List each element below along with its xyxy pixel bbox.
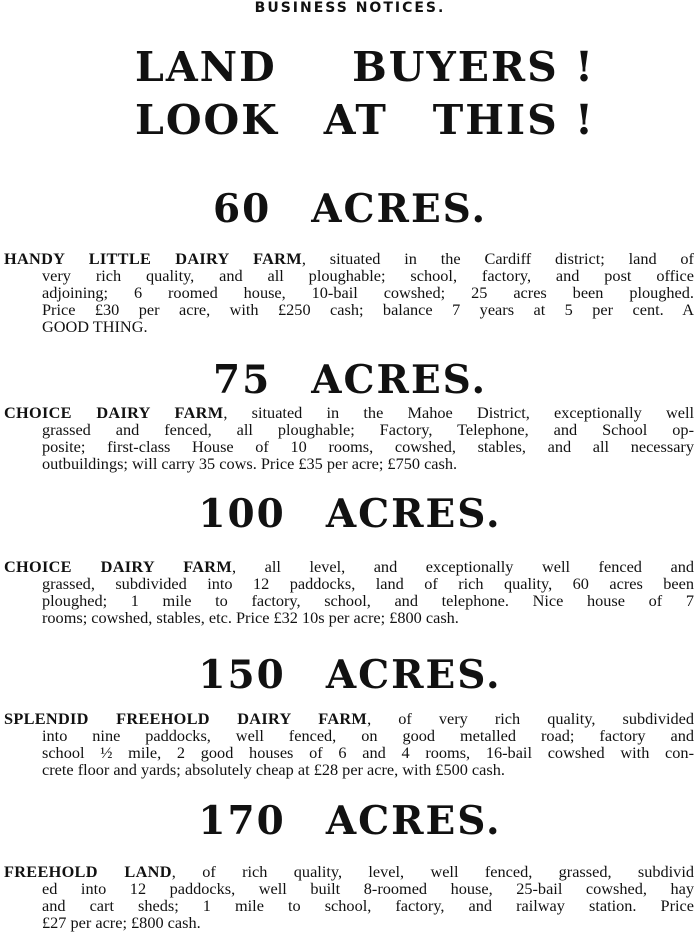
acres-number: 60 bbox=[212, 186, 272, 232]
acres-word: ACRES. bbox=[325, 652, 502, 698]
headline-word: LOOK bbox=[135, 96, 279, 144]
headline-word: THIS ! bbox=[432, 96, 595, 144]
listing-line: CHOICE DAIRY FARM, situated in the Mahoe District, exceptionally well bbox=[4, 403, 695, 422]
acres-number: 150 bbox=[198, 652, 286, 698]
acres-word: ACRES. bbox=[325, 798, 502, 844]
headline-word: LAND bbox=[135, 43, 277, 91]
listing-line: ploughed; 1 mile to factory, school, and telephone. Nice house of 7 bbox=[42, 591, 694, 610]
listing-line: SPLENDID FREEHOLD DAIRY FARM, of very rich quality, subdivided bbox=[4, 709, 694, 728]
acres-number: 75 bbox=[212, 357, 272, 403]
listing-description-60 bbox=[4, 250, 694, 335]
acres-word: ACRES. bbox=[311, 357, 488, 403]
section-header: BUSINESS NOTICES. bbox=[254, 0, 446, 16]
listing-line: CHOICE DAIRY FARM, all level, and exceptionally well fenced and bbox=[4, 557, 694, 576]
acres-heading-60 bbox=[0, 186, 700, 232]
listing-line: crete floor and yards; absolutely cheap at £28 per acre, with £500 cash. bbox=[42, 760, 505, 779]
acres-heading-170 bbox=[0, 798, 700, 844]
acres-word: ACRES. bbox=[325, 491, 502, 537]
listing-description-75 bbox=[4, 404, 694, 472]
listing-line: into nine paddocks, well fenced, on good metalled road; factory and bbox=[42, 726, 694, 745]
listing-lead-in: HANDY LITTLE DAIRY FARM bbox=[4, 249, 302, 268]
headline-line-1 bbox=[135, 42, 595, 92]
listing-line: very rich quality, and all ploughable; school, factory, and post office bbox=[42, 266, 694, 285]
listing-line: and cart sheds; 1 mile to school, factory, and railway station. Price bbox=[42, 896, 694, 915]
acres-heading-150 bbox=[0, 652, 700, 698]
listing-line: rooms; cowshed, stables, etc. Price £32 10s per acre; £800 cash. bbox=[42, 608, 459, 627]
headline-word: BUYERS ! bbox=[352, 43, 595, 91]
listing-line: school ½ mile, 2 good houses of 6 and 4 rooms, 16-bail cowshed with con- bbox=[42, 743, 694, 762]
acres-number: 170 bbox=[198, 798, 286, 844]
headline-word: AT bbox=[323, 96, 388, 144]
listing-line: ed into 12 paddocks, well built 8-roomed house, 25-bail cowshed, hay bbox=[42, 879, 694, 898]
listing-line: HANDY LITTLE DAIRY FARM, situated in the Cardiff district; land of bbox=[4, 249, 694, 268]
listing-line: £27 per acre; £800 cash. bbox=[42, 913, 201, 932]
listing-lead-in: SPLENDID FREEHOLD DAIRY FARM bbox=[4, 709, 368, 728]
acres-heading-75 bbox=[0, 357, 700, 403]
acres-word: ACRES. bbox=[311, 186, 488, 232]
listing-line: posite; first-class House of 10 rooms, cowshed, stables, and all necessary bbox=[42, 437, 694, 456]
headline-line-2 bbox=[135, 95, 595, 145]
listing-line: adjoining; 6 roomed house, 10-bail cowshed; 25 acres been ploughed. bbox=[42, 283, 694, 302]
acres-number: 100 bbox=[198, 491, 286, 537]
listing-description-100 bbox=[4, 558, 694, 626]
listing-description-150 bbox=[4, 710, 694, 778]
listing-line: grassed and fenced, all ploughable; Factory, Telephone, and School op- bbox=[42, 420, 694, 439]
listing-lead-in: CHOICE DAIRY FARM bbox=[4, 557, 233, 576]
acres-heading-100 bbox=[0, 491, 700, 537]
listing-line: FREEHOLD LAND, of rich quality, level, well fenced, grassed, subdivid bbox=[4, 862, 694, 881]
listing-line: grassed, subdivided into 12 paddocks, land of rich quality, 60 acres been bbox=[42, 574, 694, 593]
listing-line: Price £30 per acre, with £250 cash; balance 7 years at 5 per cent. A bbox=[42, 300, 694, 319]
listing-line: GOOD THING. bbox=[42, 317, 148, 336]
listing-line: outbuildings; will carry 35 cows. Price £35 per acre; £750 cash. bbox=[42, 454, 458, 473]
listing-description-170 bbox=[4, 863, 694, 931]
listing-lead-in: FREEHOLD LAND bbox=[4, 862, 172, 881]
listing-lead-in: CHOICE DAIRY FARM bbox=[4, 403, 224, 422]
